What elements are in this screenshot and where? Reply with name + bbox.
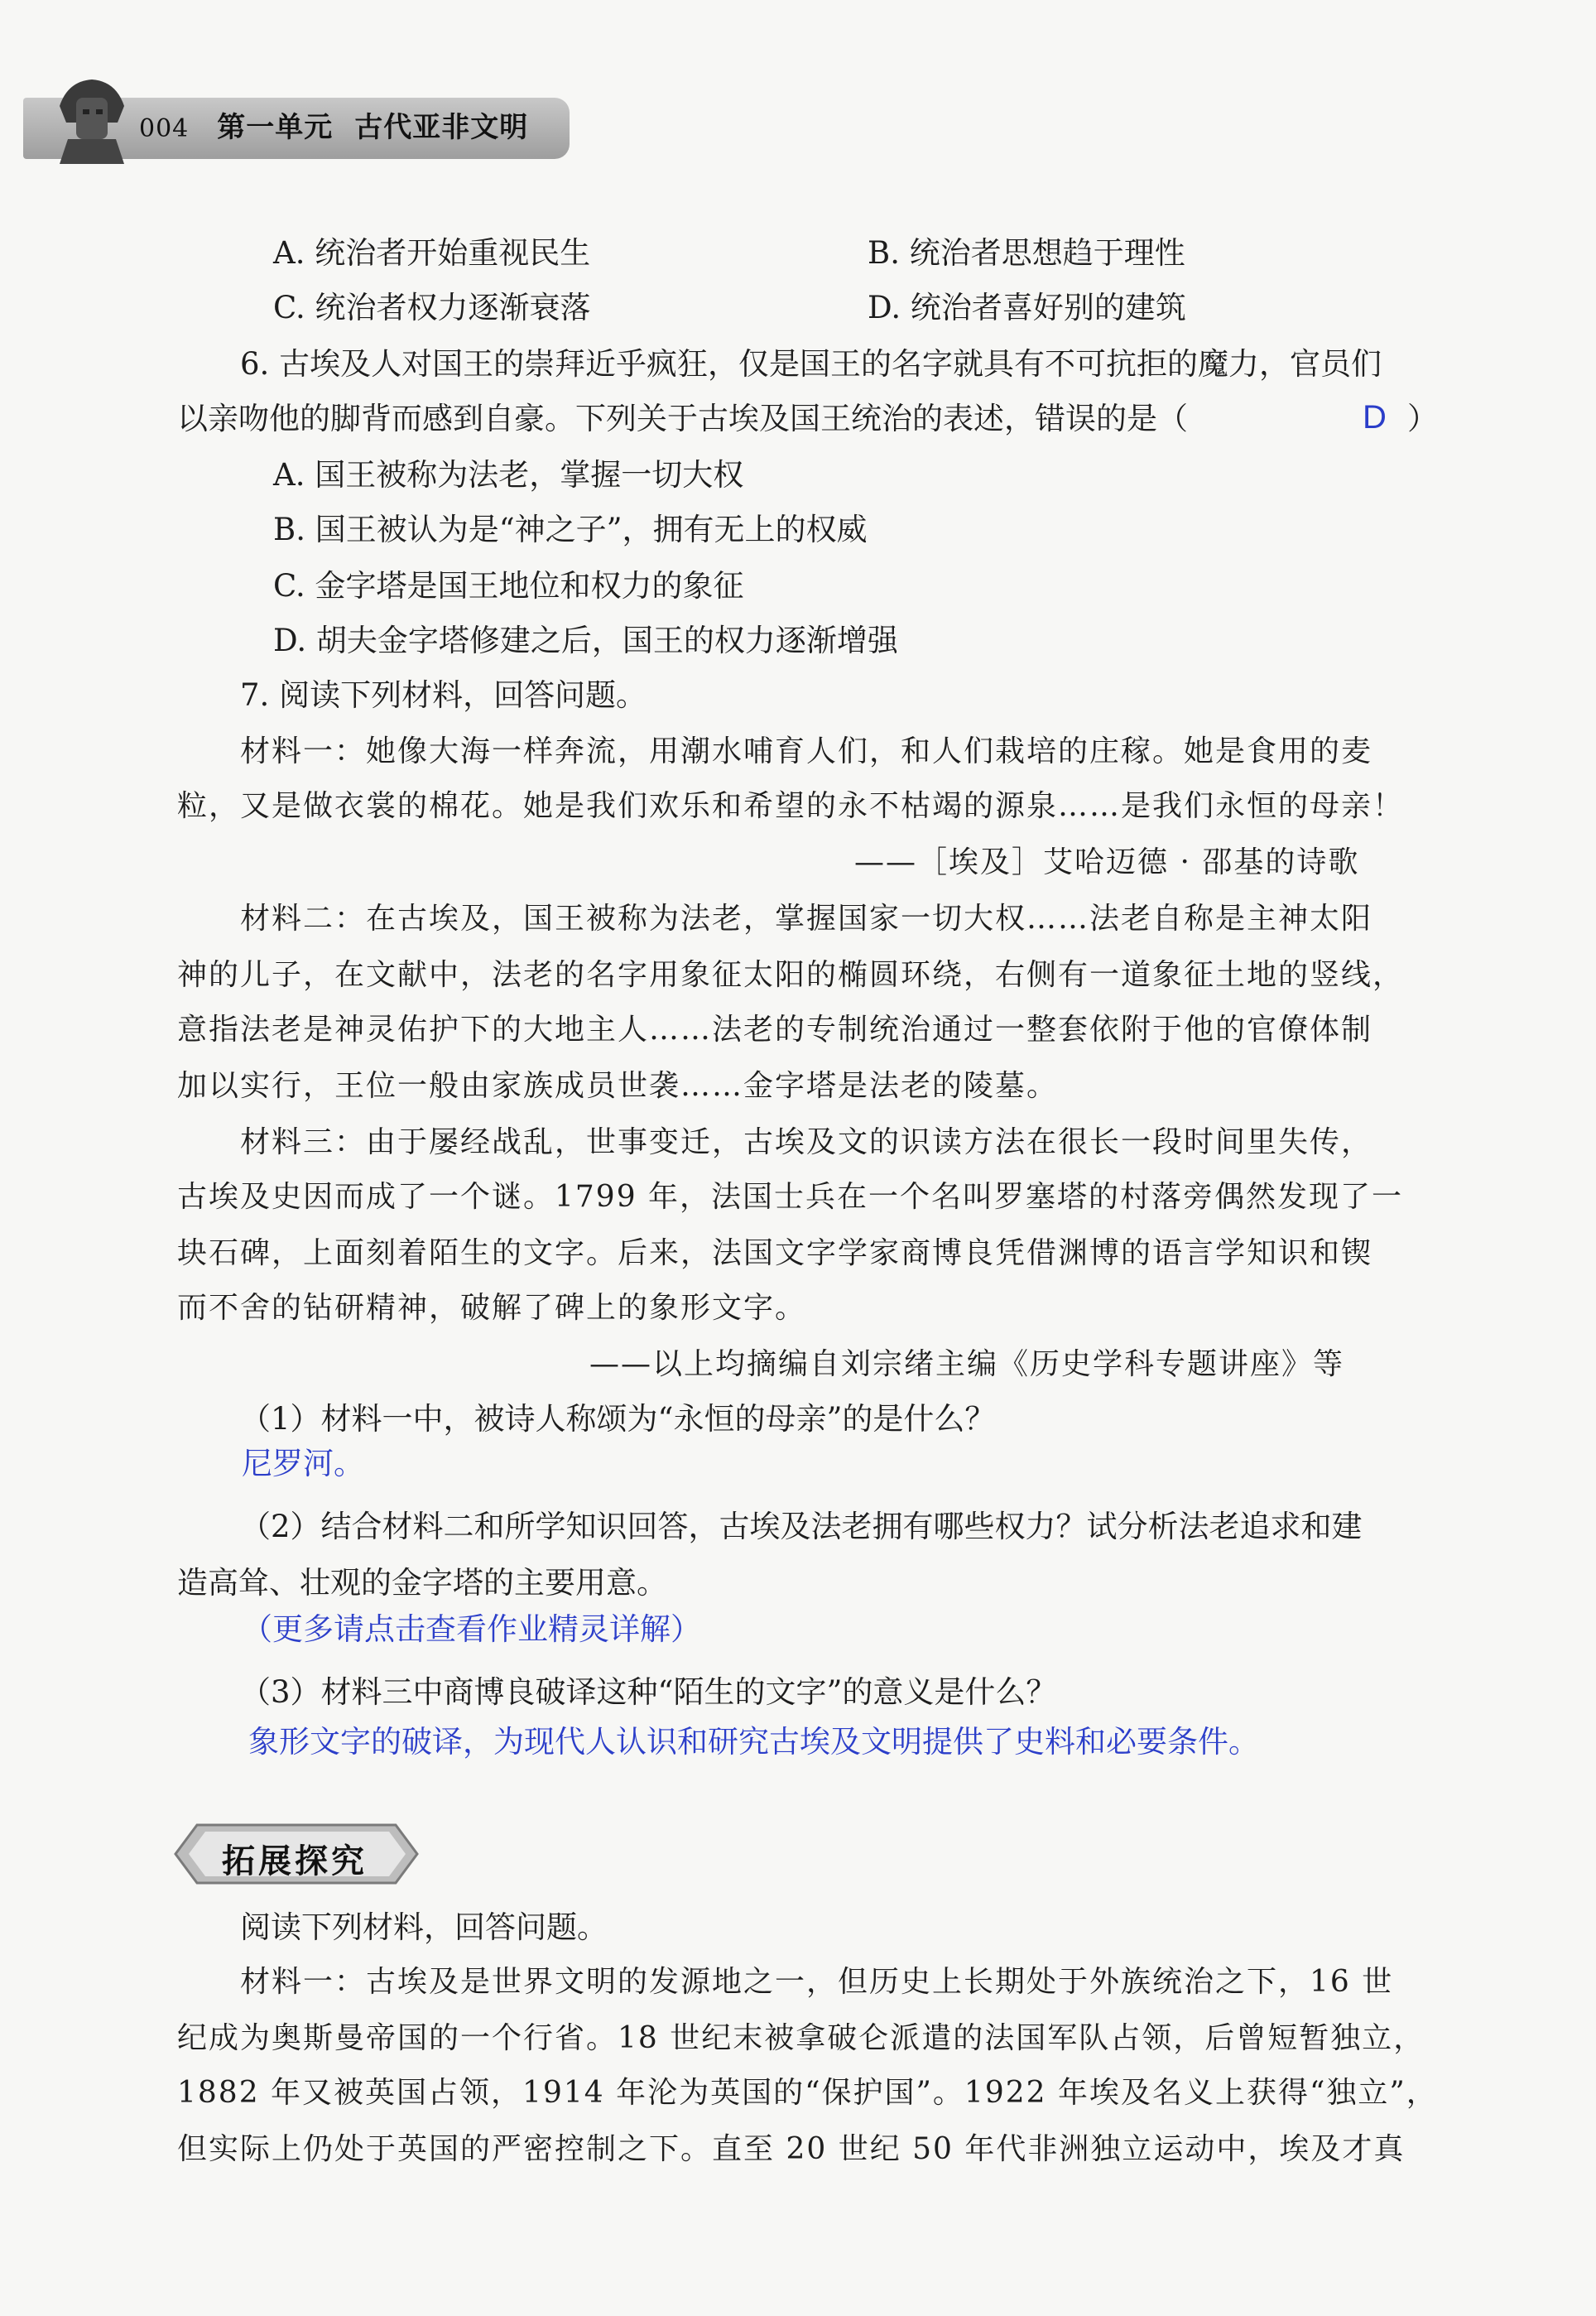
q6-stem-line2: 以亲吻他的脚背而感到自豪。下列关于古埃及国王统治的表述，错误的是（: [177, 401, 1188, 436]
q7-material1-source: ——［埃及］艾哈迈德 · 邵基的诗歌: [854, 845, 1360, 879]
section-tag-label: 拓展探究: [222, 1842, 368, 1880]
q7-stem: 7. 阅读下列材料，回答问题。: [240, 677, 647, 713]
extension-material1-line: 纪成为奥斯曼帝国的一个行省。18 世纪末被拿破仑派遣的法国军队占领，后曾短暂独立，: [177, 2021, 1425, 2055]
q7-material3-line: 古埃及史因而成了一个谜。1799 年，法国士兵在一个名叫罗塞塔的村落旁偶然发现了一: [177, 1180, 1404, 1214]
q7-material2-line: 神的儿子，在文献中，法老的名字用象征太阳的椭圆环绕，右侧有一道象征土地的竖线，: [177, 958, 1405, 992]
q7-material3-line: 材料三：由于屡经战乱，世事变迁，古埃及文的识读方法在很长一段时间里失传，: [240, 1125, 1373, 1159]
extension-stem: 阅读下列材料，回答问题。: [240, 1909, 608, 1945]
page-number: 004: [139, 114, 190, 143]
q7-material3-source: ——以上均摘编自刘宗绪主编《历史学科专题讲座》等: [589, 1347, 1345, 1381]
q7-material3-line: 而不舍的钻研精神，破解了碑上的象形文字。: [177, 1291, 807, 1325]
chapter-title: 古代亚非文明: [354, 111, 529, 144]
q7-sub2-line1: （2）结合材料二和所学知识回答，古埃及法老拥有哪些权力？试分析法老追求和建: [240, 1509, 1363, 1544]
q7-answer1: 尼罗河。: [242, 1446, 364, 1481]
q7-answer2-link[interactable]: （更多请点击查看作业精灵详解）: [242, 1611, 701, 1647]
q7-answer3: 象形文字的破译，为现代人认识和研究古埃及文明提供了史料和必要条件。: [248, 1724, 1259, 1760]
q7-sub3: （3）材料三中商博良破译这种“陌生的文字”的意义是什么？: [240, 1674, 1057, 1710]
extension-material1-line: 但实际上仍处于英国的严密控制之下。直至 20 世纪 50 年代非洲独立运动中，埃及才真: [177, 2132, 1406, 2166]
q7-material2-line: 材料二：在古埃及，国王被称为法老，掌握国家一切大权……法老自称是主神太阳: [240, 902, 1373, 936]
pharaoh-statue-icon: [51, 73, 132, 166]
q6-answer: D: [1363, 399, 1387, 436]
q6-stem-line1: 6. 古埃及人对国王的崇拜近乎疯狂，仅是国王的名字就具有不可抗拒的魔力，官员们: [240, 346, 1382, 382]
q6-option-c: C. 金字塔是国王地位和权力的象征: [273, 568, 744, 604]
q7-material2-line: 意指法老是神灵佑护下的大地主人……法老的专制统治通过一整套依附于他的官僚体制: [177, 1013, 1373, 1047]
q6-option-a: A. 国王被称为法老，掌握一切大权: [273, 457, 744, 493]
q6-option-b: B. 国王被认为是“神之子”，拥有无上的权威: [273, 512, 868, 547]
q7-sub1: （1）材料一中，被诗人称颂为“永恒的母亲”的是什么？: [240, 1401, 996, 1437]
q6-close-paren: ）: [1407, 401, 1438, 436]
q7-material1-line: 材料一：她像大海一样奔流，用潮水哺育人们，和人们栽培的庄稼。她是食用的麦: [240, 734, 1373, 768]
q5-option-a: A. 统治者开始重视民生: [273, 235, 591, 271]
q7-material3-line: 块石碑，上面刻着陌生的文字。后来，法国文字学家商博良凭借渊博的语言学知识和锲: [177, 1236, 1373, 1270]
q7-material2-line: 加以实行，王位一般由家族成员世袭……金字塔是法老的陵墓。: [177, 1069, 1059, 1103]
q7-material1-line: 粒，又是做衣裳的棉花。她是我们欢乐和希望的永不枯竭的源泉……是我们永恒的母亲！: [177, 789, 1405, 823]
unit-label: 第一单元: [217, 111, 334, 144]
extension-material1-line: 1882 年又被英国占领，1914 年沦为英国的“保护国”。1922 年埃及名义上获得“独立”，: [177, 2076, 1438, 2110]
q7-sub2-line2: 造高耸、壮观的金字塔的主要用意。: [177, 1565, 667, 1601]
running-header: [139, 104, 528, 145]
q5-option-c: C. 统治者权力逐渐衰落: [273, 290, 591, 325]
q5-option-d: D. 统治者喜好别的建筑: [868, 290, 1186, 325]
q6-option-d: D. 胡夫金字塔修建之后，国王的权力逐渐增强: [273, 623, 898, 658]
extension-material1-line: 材料一：古埃及是世界文明的发源地之一，但历史上长期处于外族统治之下，16 世: [240, 1965, 1394, 1999]
q5-option-b: B. 统治者思想趋于理性: [868, 235, 1185, 271]
